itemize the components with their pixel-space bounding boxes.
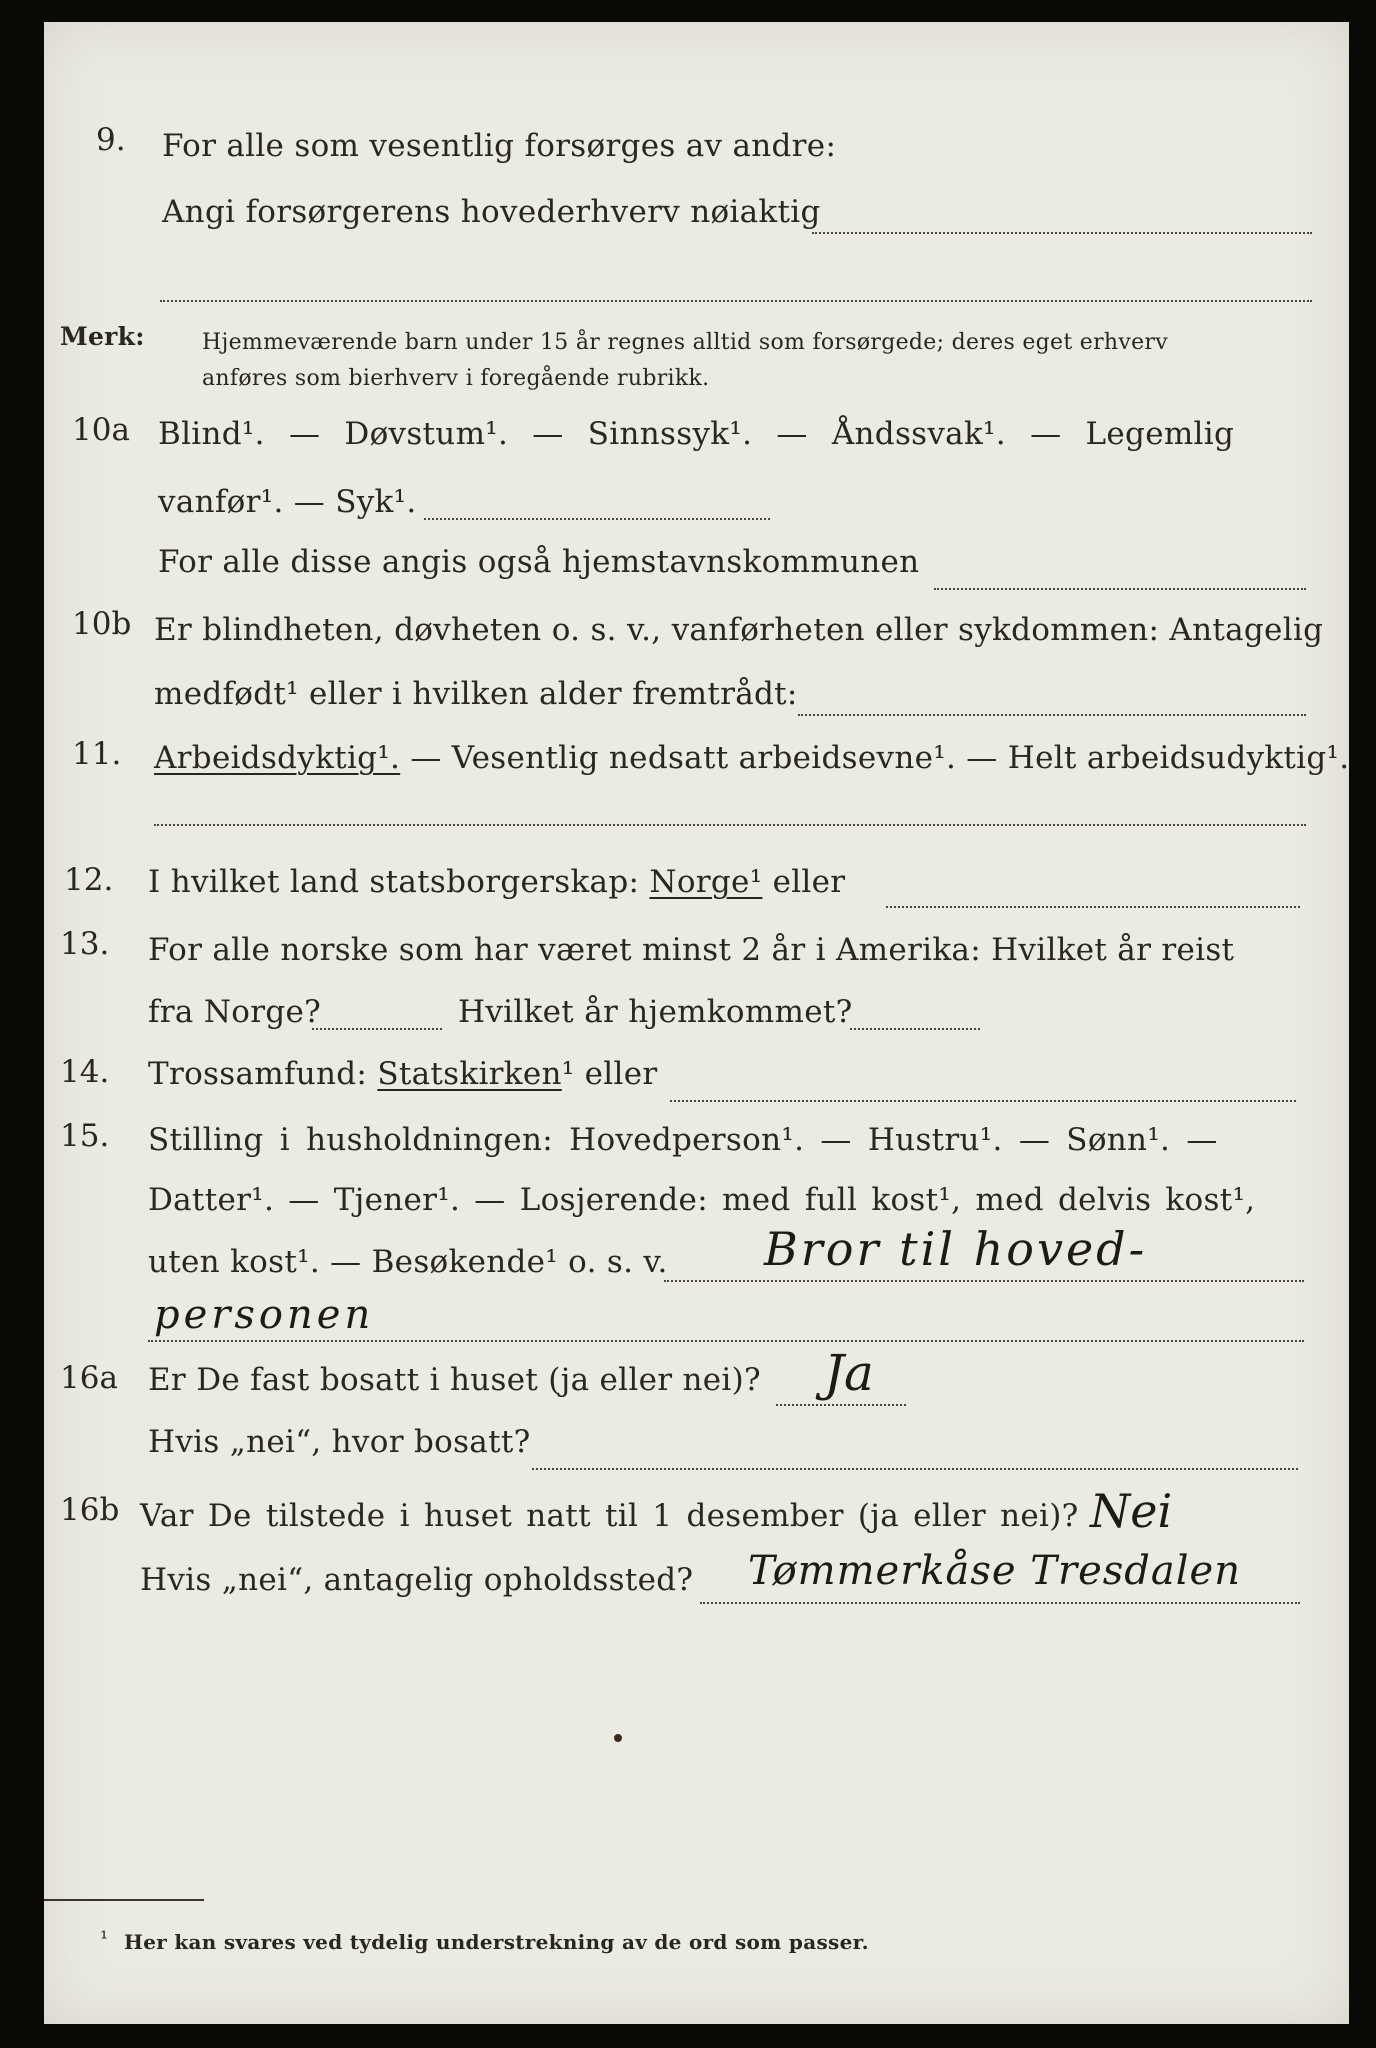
q10a-answer-line[interactable] — [424, 518, 770, 520]
q16b-question: Var De tilstede i huset natt til 1 desember (ja eller nei)? — [140, 1498, 1079, 1534]
q14-number: 14. — [60, 1054, 110, 1090]
q16b-opholdssted-answer-line[interactable] — [700, 1602, 1300, 1604]
q16b-handwritten-opholdssted: Tømmerkåse Tresdalen — [748, 1548, 1241, 1594]
q12-option-norge[interactable]: Norge¹ — [649, 864, 763, 900]
q16a-number: 16a — [60, 1360, 118, 1396]
ink-speck — [614, 1734, 622, 1742]
q15-answer-line2[interactable] — [148, 1340, 1304, 1342]
q11-option-rest: — Vesentlig nedsatt arbeidsevne¹. — Helt arbeidsudyktig¹. — [400, 740, 1350, 776]
merk-note-line1: Hjemmeværende barn under 15 år regnes alltid som forsørgede; deres eget erhverv — [202, 330, 1168, 355]
q10b-answer-line[interactable] — [798, 714, 1306, 716]
q13-hjemkommet-label: Hvilket år hjemkommet? — [458, 994, 853, 1030]
q10a-number: 10a — [72, 412, 130, 448]
q13-reist-label: fra Norge? — [148, 994, 322, 1030]
q16a-answer-line[interactable] — [776, 1404, 906, 1406]
q12-question — [148, 864, 845, 900]
q9-instruction-text: Angi forsørgerens hovederhverv nøiaktig — [162, 194, 821, 230]
q10b-number: 10b — [72, 606, 132, 642]
q16a-hvor-bosatt-label: Hvis „nei“, hvor bosatt? — [148, 1424, 531, 1460]
q11-options — [154, 740, 1349, 776]
q13-reist-answer-line[interactable] — [312, 1028, 442, 1030]
q12-answer-line[interactable] — [886, 906, 1300, 908]
q15-handwritten-answer-line1: Bror til hoved- — [764, 1222, 1148, 1276]
q10b-question-line1: Er blindheten, døvheten o. s. v., vanførheten eller sykdommen: Antagelig — [154, 612, 1324, 648]
q16a-hvor-bosatt-answer-line[interactable] — [532, 1468, 1298, 1470]
q14-question-text: Trossamfund: — [148, 1056, 378, 1092]
q16b-handwritten-answer: Nei — [1090, 1484, 1173, 1538]
q9-answer-line[interactable] — [812, 232, 1312, 234]
q14-option-statskirken[interactable]: Statskirken — [377, 1056, 562, 1092]
merk-label: Merk: — [60, 322, 145, 351]
q13-hjemkommet-answer-line[interactable] — [850, 1028, 980, 1030]
q15-handwritten-answer-line2: personen — [154, 1292, 375, 1338]
footnote-text: Her kan svares ved tydelig understrekning av de ord som passer. — [124, 1930, 869, 1954]
q13-question-line1: For alle norske som har været minst 2 år i Amerika: Hvilket år reist — [148, 932, 1235, 968]
q11-option-arbeidsdyktig[interactable]: Arbeidsdyktig¹. — [154, 740, 401, 776]
q9-second-answer-line[interactable] — [160, 300, 1312, 302]
q16a-question: Er De fast bosatt i huset (ja eller nei)? — [148, 1362, 761, 1398]
q15-options-line3: uten kost¹. — Besøkende¹ o. s. v. — [148, 1244, 668, 1280]
q14-eller-text: ¹ eller — [561, 1056, 658, 1092]
q11-answer-line[interactable] — [154, 824, 1306, 826]
q13-number: 13. — [60, 926, 110, 962]
q9-question-text: For alle som vesentlig forsørges av andre: — [162, 128, 837, 164]
q10a-options-line1: Blind¹. — Døvstum¹. — Sinnssyk¹. — Åndssvak¹. — Legemlig — [158, 416, 1235, 452]
q15-options-line2: Datter¹. — Tjener¹. — Losjerende: med full kost¹, med delvis kost¹, — [148, 1182, 1256, 1218]
q10a-hjemstavn-text: For alle disse angis også hjemstavnskommunen — [158, 544, 920, 580]
q14-question — [148, 1056, 658, 1092]
q10a-hjemstavn-answer-line[interactable] — [934, 588, 1306, 590]
q15-number: 15. — [60, 1118, 110, 1154]
q9-number: 9. — [96, 122, 126, 158]
q16b-number: 16b — [60, 1492, 120, 1528]
q14-answer-line[interactable] — [670, 1100, 1296, 1102]
footnote-rule — [44, 1899, 204, 1901]
q11-number: 11. — [72, 736, 122, 772]
q16a-handwritten-answer: Ja — [824, 1344, 874, 1402]
q15-options-line1: Stilling i husholdningen: Hovedperson¹. — Hustru¹. — Sønn¹. — — [148, 1122, 1218, 1158]
q15-answer-line1[interactable] — [664, 1280, 1304, 1282]
merk-note-line2: anføres som bierhverv i foregående rubrikk. — [202, 366, 710, 391]
census-form-page — [44, 22, 1349, 2024]
footnote-marker: ¹ — [100, 1926, 109, 1950]
q16b-opholdssted-label: Hvis „nei“, antagelig opholdssted? — [140, 1562, 694, 1598]
q10a-options-line2: vanfør¹. — Syk¹. — [158, 484, 417, 520]
q12-eller-text: eller — [762, 864, 846, 900]
q10b-question-line2: medfødt¹ eller i hvilken alder fremtrådt: — [154, 676, 798, 712]
q12-question-text: I hvilket land statsborgerskap: — [148, 864, 650, 900]
q12-number: 12. — [64, 862, 114, 898]
